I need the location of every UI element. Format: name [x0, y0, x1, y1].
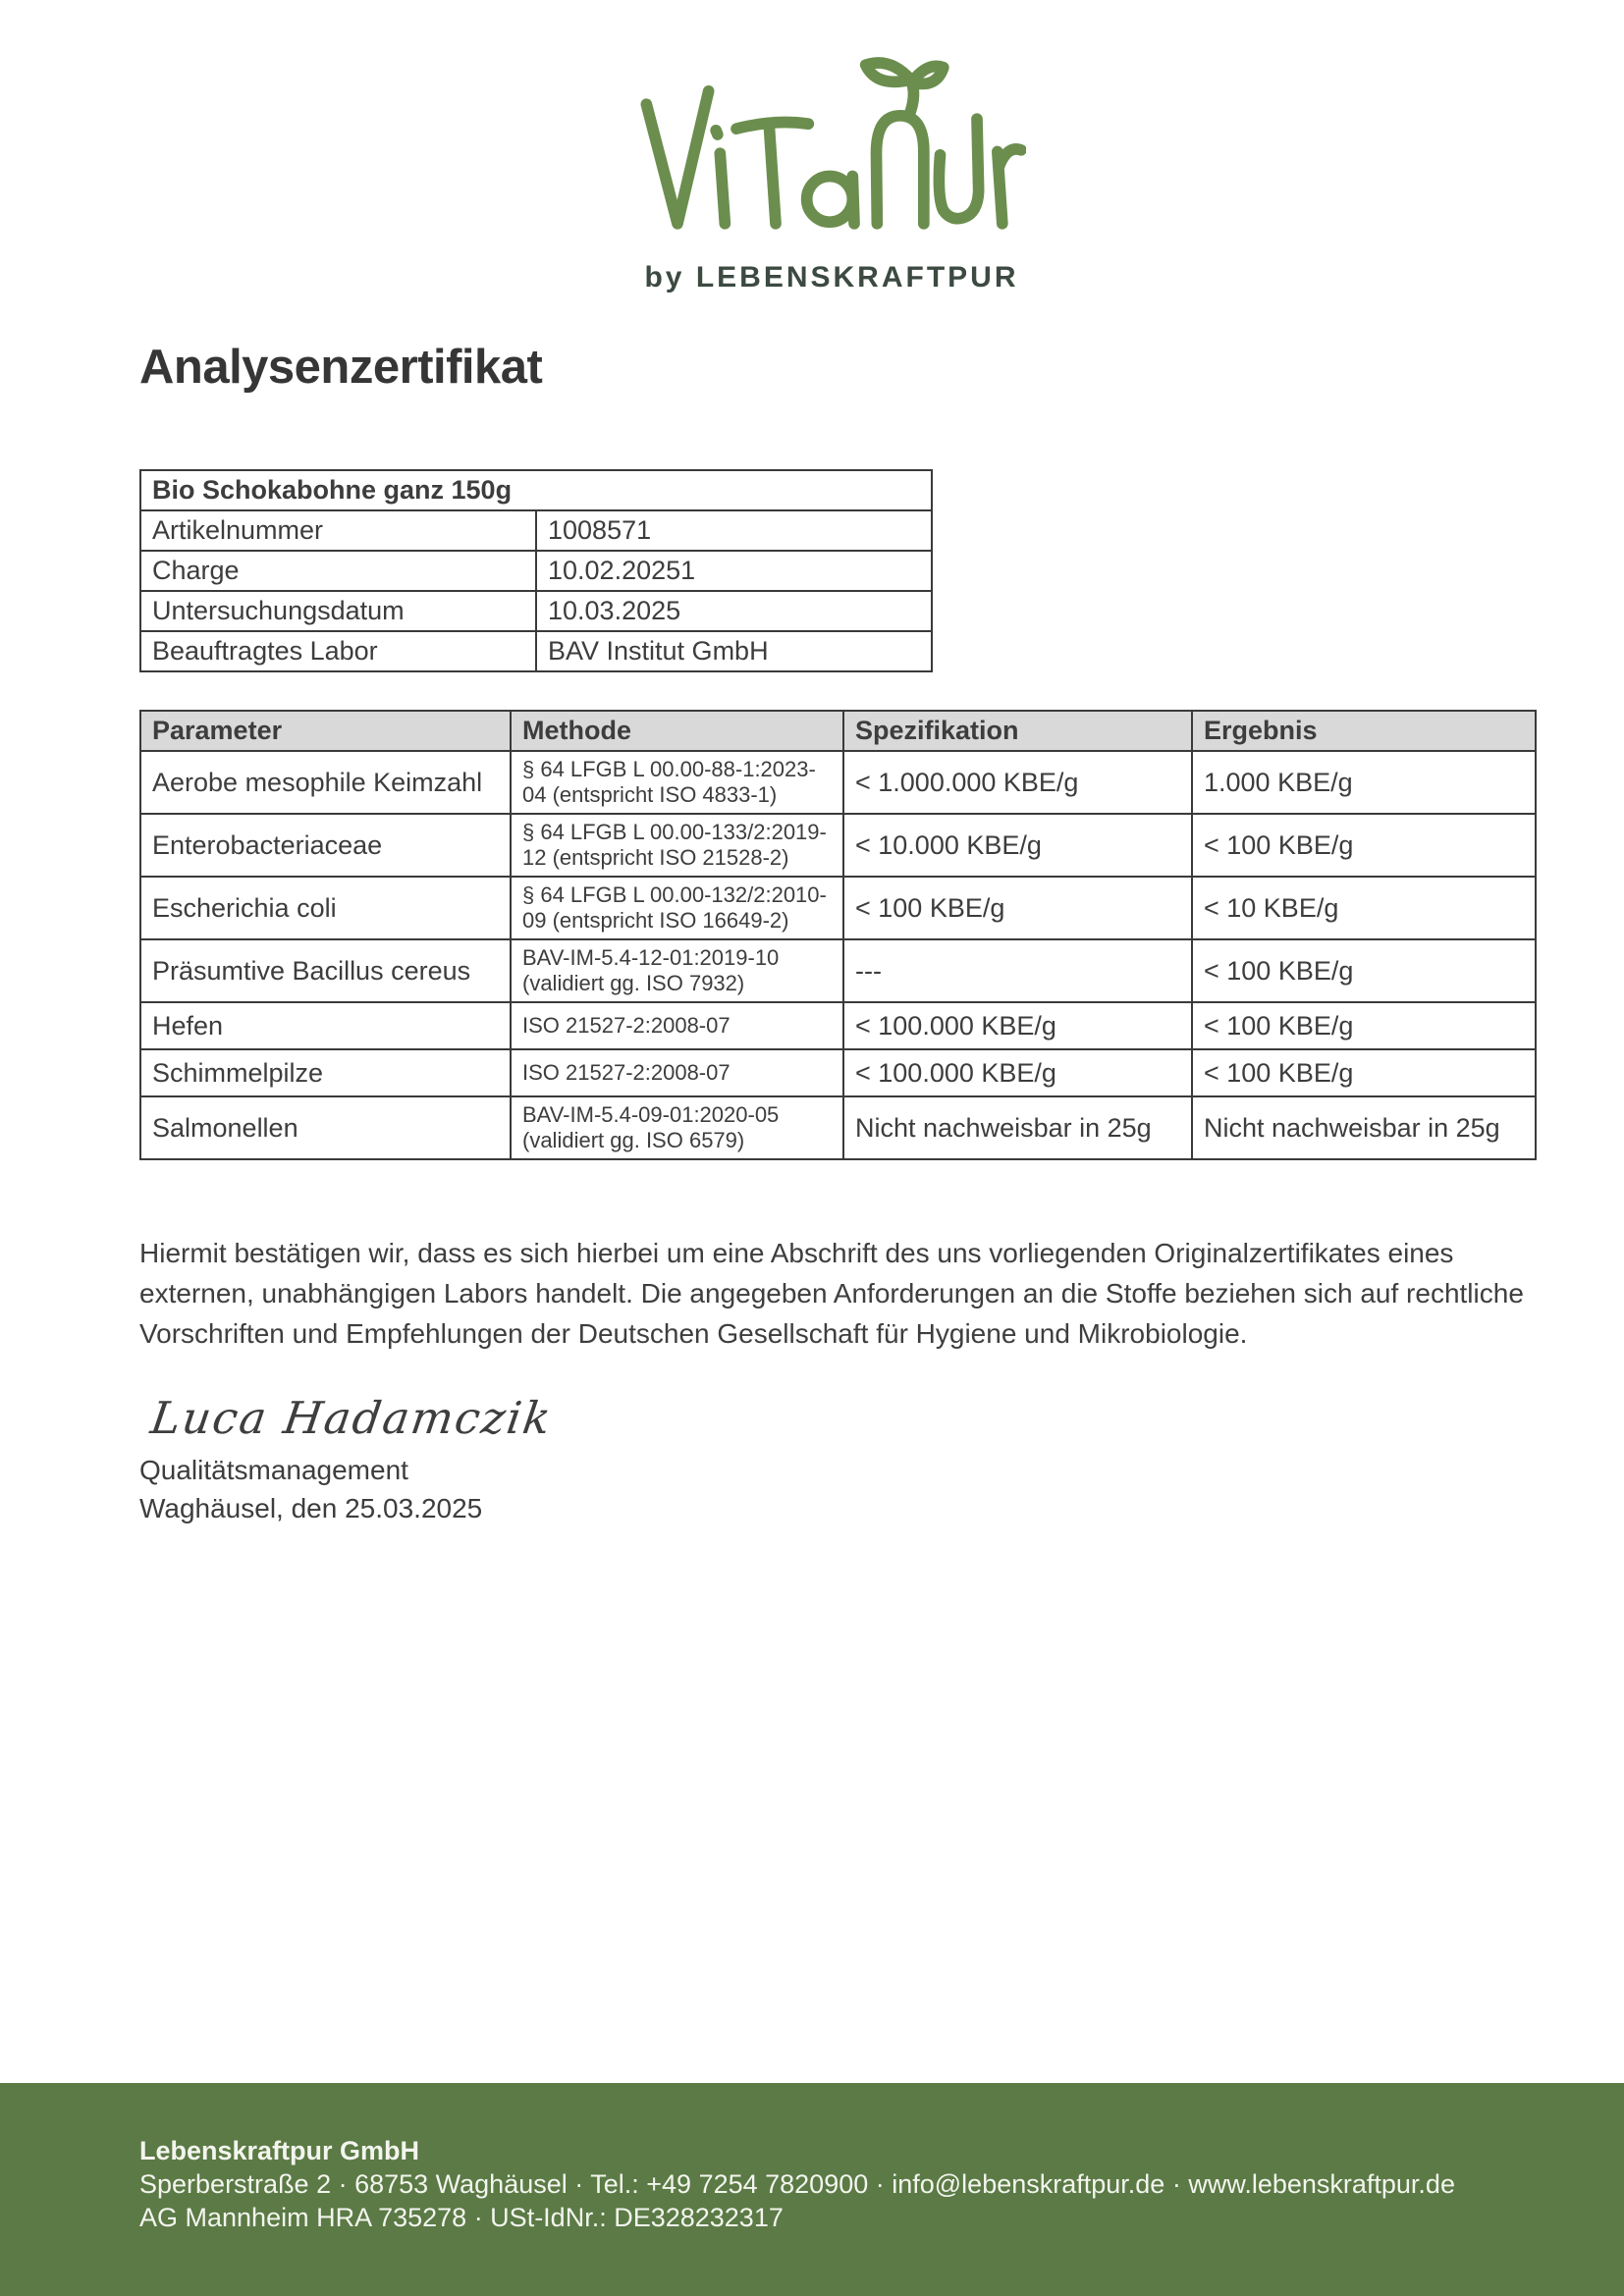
table-row [140, 510, 932, 551]
logo-letter-u [939, 119, 978, 219]
analysis-results-table [139, 710, 1537, 1160]
product-label: Untersuchungsdatum [140, 591, 536, 631]
sprout-right-leaf [912, 66, 944, 83]
cell-methode: § 64 LFGB L 00.00-133/2:2019-12 (entspricht ISO 21528-2) [511, 814, 843, 877]
logo-letter-i-dot [716, 131, 718, 134]
signature-place-date: Waghäusel, den 25.03.2025 [139, 1493, 483, 1523]
vitanur-logo [633, 51, 1026, 238]
cell-ergebnis: < 100 KBE/g [1192, 1049, 1536, 1096]
cell-spezifikation: --- [843, 939, 1192, 1002]
cell-ergebnis: 1.000 KBE/g [1192, 751, 1536, 814]
table-row [140, 1096, 1536, 1159]
cell-methode: ISO 21527-2:2008-07 [511, 1049, 843, 1096]
cell-ergebnis: < 100 KBE/g [1192, 939, 1536, 1002]
table-row [140, 877, 1536, 939]
product-label: Artikelnummer [140, 510, 536, 551]
cell-parameter: Escherichia coli [140, 877, 511, 939]
footer [0, 2083, 1624, 2296]
cell-methode: BAV-IM-5.4-12-01:2019-10 (validiert gg. ISO 7932) [511, 939, 843, 1002]
cell-methode: § 64 LFGB L 00.00-88-1:2023-04 (entspricht ISO 4833-1) [511, 751, 843, 814]
cell-methode: ISO 21527-2:2008-07 [511, 1002, 843, 1049]
logo-tagline: by LEBENSKRAFTPUR [644, 261, 1019, 294]
product-info-table [139, 469, 933, 672]
column-header-parameter: Parameter [140, 711, 511, 751]
sprout-left-leaf [866, 63, 911, 81]
table-row [140, 470, 932, 510]
table-header-row [140, 711, 1536, 751]
cell-parameter: Hefen [140, 1002, 511, 1049]
table-row [140, 631, 932, 671]
logo-letter-v [646, 91, 708, 224]
column-header-ergebnis: Ergebnis [1192, 711, 1536, 751]
cell-spezifikation: < 100 KBE/g [843, 877, 1192, 939]
product-value: 10.03.2025 [536, 591, 932, 631]
logo-letter-r-arm [1000, 149, 1022, 167]
logo-letter-n [877, 116, 924, 224]
footer-content [0, 2083, 1624, 2234]
signature-handwritten: Luca Hadamczik [147, 1392, 556, 1444]
footer-registry-line: AG Mannheim HRA 735278 · USt-IdNr.: DE328232317 [139, 2203, 784, 2232]
table-row [140, 939, 1536, 1002]
cell-spezifikation: < 1.000.000 KBE/g [843, 751, 1192, 814]
product-value: 1008571 [536, 510, 932, 551]
product-value: 10.02.20251 [536, 551, 932, 591]
footer-address-line: Sperberstraße 2 · 68753 Waghäusel · Tel.: +49 7254 7820900 · info@lebenskraftpur.de · www.lebenskraftpur.de [139, 2169, 1455, 2199]
cell-ergebnis: < 10 KBE/g [1192, 877, 1536, 939]
table-row [140, 551, 932, 591]
sprout-leaves-icon [866, 63, 944, 116]
cell-spezifikation: < 100.000 KBE/g [843, 1002, 1192, 1049]
cell-ergebnis: < 100 KBE/g [1192, 1002, 1536, 1049]
cell-parameter: Enterobacteriaceae [140, 814, 511, 877]
footer-company-name: Lebenskraftpur GmbH [139, 2136, 420, 2165]
cell-parameter: Schimmelpilze [140, 1049, 511, 1096]
product-name: Bio Schokabohne ganz 150g [140, 470, 932, 510]
cell-spezifikation: < 100.000 KBE/g [843, 1049, 1192, 1096]
logo-letter-a-bowl [807, 177, 853, 223]
confirmation-statement: Hiermit bestätigen wir, dass es sich hierbei um eine Abschrift des uns vorliegenden Originalzertifikates eines externen, unabhängigen Labors handelt. Die angegeben Anforderungen an die Stoffe beziehen sich auf rechtliche Vorschriften und Empfehlungen der Deutschen Gesellschaft für Hygiene und Mikrobiologie. [139, 1238, 1524, 1349]
cell-spezifikation: < 10.000 KBE/g [843, 814, 1192, 877]
table-row [140, 751, 1536, 814]
product-label: Beauftragtes Labor [140, 631, 536, 671]
cell-parameter: Salmonellen [140, 1096, 511, 1159]
table-row [140, 1049, 1536, 1096]
logo-letter-i [720, 153, 725, 224]
table-row [140, 591, 932, 631]
logo-letter-a-stem [852, 177, 854, 224]
cell-parameter: Präsumtive Bacillus cereus [140, 939, 511, 1002]
page-title: Analysenzertifikat [139, 341, 543, 394]
signature-role: Qualitätsmanagement [139, 1455, 408, 1485]
logo-letter-t-stem [769, 126, 776, 224]
cell-ergebnis: Nicht nachweisbar in 25g [1192, 1096, 1536, 1159]
cell-spezifikation: Nicht nachweisbar in 25g [843, 1096, 1192, 1159]
product-value: BAV Institut GmbH [536, 631, 932, 671]
cell-ergebnis: < 100 KBE/g [1192, 814, 1536, 877]
cell-methode: BAV-IM-5.4-09-01:2020-05 (validiert gg. ISO 6579) [511, 1096, 843, 1159]
column-header-spezifikation: Spezifikation [843, 711, 1192, 751]
table-row [140, 1002, 1536, 1049]
table-row [140, 814, 1536, 877]
cell-methode: § 64 LFGB L 00.00-132/2:2010-09 (entspricht ISO 16649-2) [511, 877, 843, 939]
column-header-methode: Methode [511, 711, 843, 751]
product-label: Charge [140, 551, 536, 591]
cell-parameter: Aerobe mesophile Keimzahl [140, 751, 511, 814]
